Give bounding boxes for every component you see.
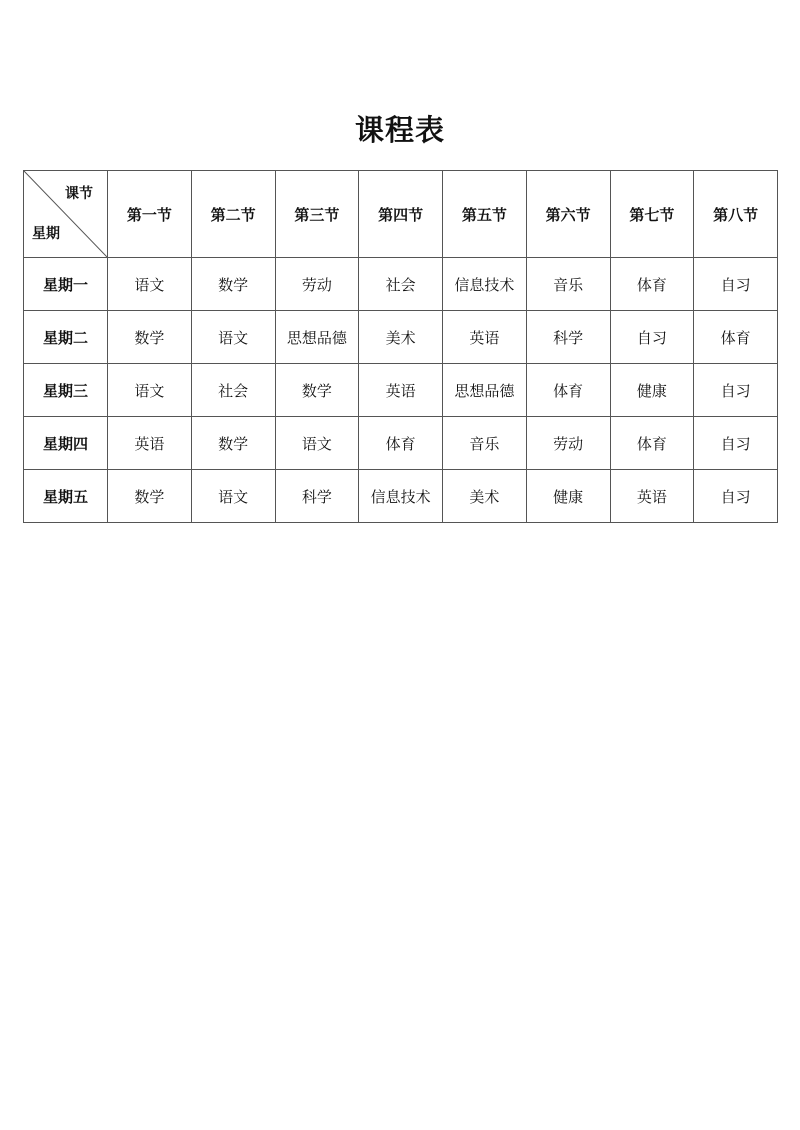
- day-label: 星期一: [24, 258, 108, 311]
- class-cell: 信息技术: [443, 258, 527, 311]
- class-cell: 体育: [610, 258, 694, 311]
- period-header: 第二节: [191, 171, 275, 258]
- class-cell: 劳动: [275, 258, 359, 311]
- class-cell: 英语: [108, 417, 192, 470]
- class-cell: 数学: [108, 470, 192, 523]
- class-cell: 音乐: [526, 258, 610, 311]
- day-label: 星期五: [24, 470, 108, 523]
- class-cell: 英语: [610, 470, 694, 523]
- class-cell: 体育: [359, 417, 443, 470]
- class-cell: 劳动: [526, 417, 610, 470]
- period-header: 第三节: [275, 171, 359, 258]
- class-cell: 语文: [275, 417, 359, 470]
- corner-day-label: 星期: [32, 226, 60, 242]
- class-cell: 语文: [108, 258, 192, 311]
- period-header: 第八节: [694, 171, 778, 258]
- day-label: 星期三: [24, 364, 108, 417]
- class-cell: 语文: [191, 311, 275, 364]
- corner-period-label: 课节: [65, 186, 93, 202]
- class-cell: 健康: [526, 470, 610, 523]
- class-cell: 体育: [694, 311, 778, 364]
- class-cell: 思想品德: [275, 311, 359, 364]
- page-title: 课程表: [354, 113, 445, 147]
- class-cell: 健康: [610, 364, 694, 417]
- class-cell: 科学: [275, 470, 359, 523]
- class-cell: 英语: [359, 364, 443, 417]
- class-cell: 语文: [108, 364, 192, 417]
- table-row: [24, 258, 778, 311]
- class-cell: 科学: [526, 311, 610, 364]
- period-header: 第一节: [108, 171, 192, 258]
- class-cell: 音乐: [443, 417, 527, 470]
- schedule-table: [23, 170, 778, 523]
- class-cell: 英语: [443, 311, 527, 364]
- header-row: [24, 171, 778, 258]
- period-header: 第六节: [526, 171, 610, 258]
- class-cell: 数学: [191, 258, 275, 311]
- class-cell: 数学: [275, 364, 359, 417]
- class-cell: 思想品德: [443, 364, 527, 417]
- table-row: [24, 364, 778, 417]
- table-row: [24, 470, 778, 523]
- class-cell: 数学: [108, 311, 192, 364]
- table-row: [24, 417, 778, 470]
- class-cell: 体育: [610, 417, 694, 470]
- corner-cell: [24, 171, 108, 258]
- class-cell: 自习: [694, 470, 778, 523]
- period-header: 第四节: [359, 171, 443, 258]
- class-cell: 美术: [443, 470, 527, 523]
- class-cell: 信息技术: [359, 470, 443, 523]
- class-cell: 体育: [526, 364, 610, 417]
- class-cell: 美术: [359, 311, 443, 364]
- class-cell: 社会: [191, 364, 275, 417]
- class-cell: 语文: [191, 470, 275, 523]
- class-cell: 数学: [191, 417, 275, 470]
- class-cell: 自习: [694, 417, 778, 470]
- day-label: 星期二: [24, 311, 108, 364]
- class-cell: 自习: [610, 311, 694, 364]
- class-cell: 社会: [359, 258, 443, 311]
- period-header: 第七节: [610, 171, 694, 258]
- period-header: 第五节: [443, 171, 527, 258]
- day-label: 星期四: [24, 417, 108, 470]
- table-row: [24, 311, 778, 364]
- class-cell: 自习: [694, 258, 778, 311]
- class-cell: 自习: [694, 364, 778, 417]
